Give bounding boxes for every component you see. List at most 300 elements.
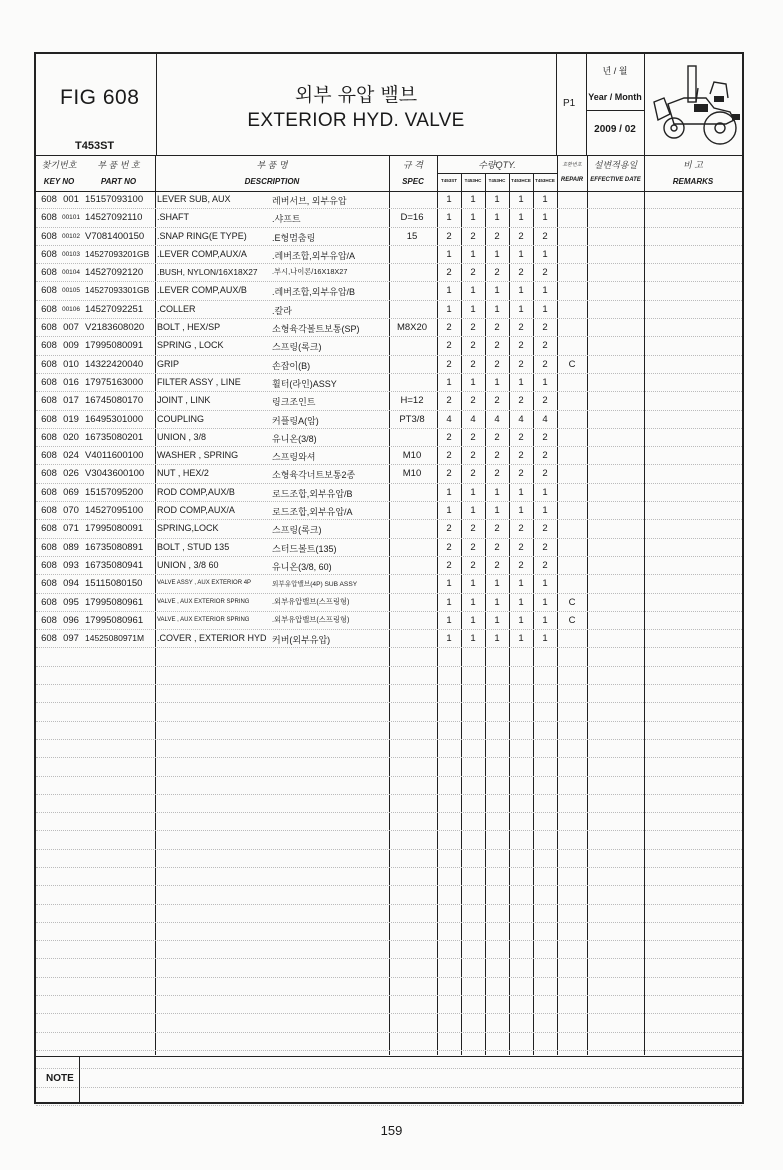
key-no-prefix: 608: [41, 578, 57, 590]
qty: 1: [470, 212, 476, 224]
description-korean: 링크조인트: [272, 397, 316, 408]
qty: 2: [542, 230, 548, 242]
qty: 1: [518, 486, 524, 498]
key-no: 097: [63, 633, 79, 645]
description: JOINT , LINK: [157, 395, 211, 406]
key-no: 070: [63, 505, 79, 517]
part-number: 17995080091: [85, 523, 144, 535]
qty: 1: [470, 633, 476, 645]
repair-header: REPAIR: [560, 177, 584, 183]
qty: 2: [470, 468, 476, 480]
empty-row: [36, 941, 742, 959]
qty: 2: [518, 541, 524, 553]
qty: 2: [542, 468, 548, 480]
description: VALVE ASSY , AUX EXTERIOR 4P: [157, 580, 252, 587]
qty: 2: [470, 431, 476, 443]
key-no: 020: [63, 431, 79, 443]
spec-header-korean: 규 격: [403, 160, 423, 170]
qty: 2: [494, 358, 500, 370]
page-code-box: [556, 54, 587, 155]
qty: 1: [494, 212, 500, 224]
qty: 1: [494, 376, 500, 388]
spec: M10: [402, 468, 422, 480]
qty: 1: [542, 505, 548, 517]
key-no: 009: [63, 340, 79, 352]
key-no-prefix: 608: [41, 285, 57, 297]
qty: 1: [494, 486, 500, 498]
key-no: 001: [63, 194, 79, 205]
qty-header-divider: [437, 173, 557, 174]
qty: 1: [518, 212, 524, 224]
parts-table-body: [36, 191, 742, 1106]
part-number: 16735080201: [85, 431, 144, 443]
description: SPRING,LOCK: [157, 523, 219, 534]
empty-row: [36, 703, 742, 721]
empty-row: [36, 978, 742, 996]
qty: 2: [470, 450, 476, 462]
qty: 2: [470, 230, 476, 242]
table-row: [36, 484, 742, 502]
table-row: [36, 630, 742, 648]
qty: 2: [542, 322, 548, 334]
description: LEVER SUB, AUX: [157, 194, 231, 204]
empty-row: [36, 722, 742, 740]
description: ROD COMP,AUX/B: [157, 486, 235, 497]
table-row: [36, 465, 742, 483]
note-box: [36, 1056, 742, 1103]
year-month-box: [586, 54, 645, 155]
qty: 1: [446, 633, 452, 645]
part-number: 14322420040: [85, 358, 144, 370]
qty: 1: [542, 248, 548, 260]
qty: 1: [494, 248, 500, 260]
figure-box: [36, 54, 157, 155]
description-korean: 스터드볼트(135): [272, 543, 337, 554]
description-korean: 로드조합,외부유압/A: [272, 507, 353, 518]
qty: 1: [518, 303, 524, 315]
description: .COLLER: [157, 303, 196, 314]
model-code: T453ST: [75, 140, 115, 152]
empty-row: [36, 850, 742, 868]
description: UNION , 3/8: [157, 431, 207, 442]
qty: 2: [518, 523, 524, 535]
key-no-prefix: 608: [41, 267, 57, 279]
empty-row: [36, 1014, 742, 1032]
spec: 15: [406, 230, 418, 242]
description-korean: 소형육각볼트보통(SP): [272, 324, 360, 335]
remarks-header: REMARKS: [672, 177, 714, 186]
key-no-prefix: 608: [41, 559, 57, 571]
qty: 2: [518, 267, 524, 279]
key-no-prefix: 608: [41, 450, 57, 462]
qty: 1: [494, 633, 500, 645]
repair-code: C: [568, 358, 576, 370]
key-no-prefix: 608: [41, 248, 57, 260]
qty: 1: [446, 285, 452, 297]
qty: 4: [494, 413, 500, 425]
qty: 2: [542, 431, 548, 443]
table-row: [36, 575, 742, 593]
qty: 2: [518, 450, 524, 462]
description: BOLT , HEX/SP: [157, 322, 221, 333]
qty: 2: [446, 523, 452, 535]
table-row: [36, 594, 742, 612]
qty: 2: [470, 523, 476, 535]
description-korean: .레버조합,외부유압/A: [272, 250, 356, 261]
description-korean: 스프링(록크): [272, 342, 322, 353]
part-number: 14527092110: [85, 212, 143, 224]
description: FILTER ASSY , LINE: [157, 376, 241, 387]
qty: 1: [446, 486, 452, 498]
tractor-illustration: [644, 58, 742, 152]
part-number: V3043600100: [85, 468, 145, 480]
qty: 2: [494, 559, 500, 571]
description-korean: 외부유압밸브(4P) SUB ASSY: [272, 581, 358, 589]
table-row: [36, 191, 742, 209]
empty-row: [36, 667, 742, 685]
qty: 2: [446, 431, 452, 443]
description: .SNAP RING(E TYPE): [157, 230, 247, 241]
qty: 1: [494, 596, 500, 608]
part-number: 14527093201GB: [85, 248, 150, 259]
description: WASHER , SPRING: [157, 450, 239, 461]
part-number: V4011600100: [85, 450, 144, 462]
qty: 1: [542, 633, 548, 645]
table-row: [36, 301, 742, 319]
description-korean: 스프링와셔: [272, 452, 316, 463]
qty: 1: [518, 578, 524, 590]
qty: 2: [518, 431, 524, 443]
qty: 2: [494, 450, 500, 462]
qty: 2: [494, 230, 500, 242]
description: .LEVER COMP,AUX/B: [157, 285, 247, 296]
empty-row: [36, 923, 742, 941]
page-number: 159: [380, 1123, 403, 1138]
qty: 1: [494, 194, 500, 205]
description: .BUSH, NYLON/16X18X27: [157, 267, 258, 278]
qty: 2: [542, 267, 548, 279]
table-row: [36, 282, 742, 300]
key-no-header: KEY NO: [43, 177, 75, 186]
issue-date: 2009 / 02: [594, 124, 636, 135]
description: UNION , 3/8 60: [157, 559, 219, 570]
qty: 2: [494, 468, 500, 480]
qty: 1: [542, 486, 548, 498]
description-korean: 스프링(록크): [272, 525, 322, 536]
key-no-prefix: 608: [41, 358, 57, 370]
key-no-prefix: 608: [41, 376, 57, 388]
part-no-header: PART NO: [100, 177, 137, 186]
key-no: 00105: [61, 287, 81, 295]
qty: 1: [446, 303, 452, 315]
qty: 2: [542, 559, 548, 571]
qty: 1: [446, 248, 452, 260]
qty: 2: [446, 322, 452, 334]
key-no-prefix: 608: [41, 303, 57, 315]
part-number: 16735080941: [85, 559, 144, 571]
qty: 1: [542, 194, 548, 205]
key-no-prefix: 608: [41, 468, 57, 480]
qty: 2: [518, 358, 524, 370]
description: VALVE , AUX EXTERIOR SPRING: [157, 616, 250, 623]
key-no-prefix: 608: [41, 541, 57, 553]
key-no-prefix: 608: [41, 340, 57, 352]
empty-row: [36, 959, 742, 977]
qty: 1: [446, 212, 452, 224]
note-label: NOTE: [46, 1073, 74, 1084]
key-no: 00104: [61, 269, 81, 277]
qty: 1: [446, 596, 452, 608]
description: BOLT , STUD 135: [157, 541, 230, 552]
description-korean: .외부유압밸브(스프링형): [272, 596, 350, 606]
table-row: [36, 392, 742, 410]
qty: 2: [446, 358, 452, 370]
qty: 2: [518, 322, 524, 334]
qty-sub-header: T453HC: [488, 178, 506, 183]
qty: 4: [542, 413, 548, 425]
description: .LEVER COMP,AUX/A: [157, 248, 247, 259]
key-no-prefix: 608: [41, 230, 57, 242]
year-month-english: Year / Month: [588, 92, 642, 102]
part-number: 15157093100: [85, 194, 144, 205]
qty: 2: [518, 468, 524, 480]
table-row: [36, 374, 742, 392]
qty: 2: [446, 395, 452, 407]
empty-row: [36, 868, 742, 886]
spec: D=16: [400, 212, 424, 224]
repair-code: C: [568, 614, 576, 626]
spec: M10: [402, 450, 422, 462]
qty: 1: [542, 376, 548, 388]
table-row: [36, 356, 742, 374]
key-no-prefix: 608: [41, 614, 57, 626]
key-no-prefix: 608: [41, 322, 57, 334]
qty: 2: [446, 267, 452, 279]
spec: H=12: [400, 395, 424, 407]
key-no: 00103: [61, 250, 81, 258]
qty: 1: [518, 194, 524, 205]
qty: 1: [470, 596, 476, 608]
qty: 1: [542, 596, 548, 608]
part-number: 17995080961: [85, 596, 144, 608]
key-no: 010: [63, 358, 79, 370]
qty: 2: [470, 322, 476, 334]
key-no-prefix: 608: [41, 395, 57, 407]
qty: 2: [470, 267, 476, 279]
qty: 1: [494, 505, 500, 517]
table-row: [36, 228, 742, 246]
qty: 1: [518, 248, 524, 260]
qty: 1: [470, 248, 476, 260]
qty: 1: [542, 212, 548, 224]
description: COUPLING: [157, 413, 205, 424]
qty: 1: [518, 285, 524, 297]
key-no-prefix: 608: [41, 413, 57, 425]
part-number: 15157095200: [85, 486, 144, 498]
parts-sheet: [34, 52, 744, 1104]
table-row: [36, 557, 742, 575]
qty: 2: [446, 559, 452, 571]
description: .SHAFT: [157, 212, 190, 223]
part-number: 14527095100: [85, 505, 144, 517]
table-row: [36, 337, 742, 355]
figure-number: FIG 608: [60, 86, 140, 109]
repair-header-korean: 호환번호: [562, 162, 582, 168]
qty: 2: [518, 559, 524, 571]
key-no-prefix: 608: [41, 523, 57, 535]
qty: 1: [518, 633, 524, 645]
spec: M8X20: [396, 322, 428, 334]
qty: 2: [542, 395, 548, 407]
key-no: 00102: [61, 232, 81, 240]
qty: 2: [542, 541, 548, 553]
effective-date-header: EFFECTIVE DATE: [590, 177, 641, 183]
table-row: [36, 520, 742, 538]
key-no-prefix: 608: [41, 431, 57, 443]
qty: 1: [470, 194, 476, 205]
qty: 2: [446, 541, 452, 553]
description: SPRING , LOCK: [157, 340, 224, 351]
part-number: 17995080091: [85, 340, 144, 352]
qty: 4: [470, 413, 476, 425]
qty: 1: [494, 614, 500, 626]
repair-code: C: [568, 596, 576, 608]
description-korean: 커플링A(암): [272, 415, 319, 426]
key-no: 093: [63, 559, 79, 571]
key-no: 089: [63, 541, 79, 553]
description-korean: 커버(외부유압): [272, 635, 331, 646]
qty-sub-header: T453HCE: [535, 178, 555, 183]
description: ROD COMP,AUX/A: [157, 505, 235, 516]
key-no-prefix: 608: [41, 505, 57, 517]
qty-sub-header: T453ST: [440, 178, 457, 183]
key-no-header-korean: 찾기번호: [41, 160, 77, 170]
qty: 2: [518, 230, 524, 242]
title-english: EXTERIOR HYD. VALVE: [247, 110, 465, 131]
empty-row: [36, 777, 742, 795]
part-number: 16495301000: [85, 413, 144, 425]
key-no-prefix: 608: [41, 596, 57, 608]
part-number: 14527092251: [85, 303, 144, 315]
part-number: 14527093301GB: [85, 285, 150, 296]
description: .COVER , EXTERIOR HYD: [157, 633, 267, 644]
key-no: 019: [63, 413, 79, 425]
qty: 1: [470, 303, 476, 315]
qty: 2: [494, 395, 500, 407]
description-korean: 레버서브, 외부유압: [272, 196, 347, 206]
qty-sub-header: T453HC: [464, 178, 482, 183]
description-korean: .외부유압밸브(스프링형): [272, 614, 350, 624]
part-number: 16735080891: [85, 541, 144, 553]
part-number: 17995080961: [85, 614, 144, 626]
qty: 2: [542, 358, 548, 370]
qty: 1: [494, 578, 500, 590]
description-korean: 소형육각너트보통2종: [272, 470, 356, 481]
qty: 2: [494, 340, 500, 352]
qty: 1: [470, 614, 476, 626]
description-korean: .샤프트: [272, 214, 301, 225]
qty: 1: [470, 578, 476, 590]
qty: 1: [494, 285, 500, 297]
part-number: V7081400150: [85, 230, 145, 242]
description-korean: .부시,나이론/16X18X27: [272, 267, 348, 277]
key-no-prefix: 608: [41, 194, 57, 205]
description-header-korean: 부 품 명: [256, 160, 288, 170]
key-no-prefix: 608: [41, 212, 57, 224]
qty: 1: [446, 376, 452, 388]
table-row: [36, 429, 742, 447]
part-number: 14525080971M: [85, 633, 145, 644]
key-no: 026: [63, 468, 79, 480]
table-row: [36, 246, 742, 264]
qty: 2: [542, 340, 548, 352]
qty: 2: [494, 267, 500, 279]
qty: 2: [518, 395, 524, 407]
key-no: 007: [63, 322, 79, 334]
part-no-header-korean: 부 품 번 호: [97, 160, 140, 170]
description-korean: 로드조합,외부유압/B: [272, 488, 353, 499]
qty: 2: [470, 358, 476, 370]
qty-sub-header: T453HCE: [511, 178, 531, 183]
key-no: 024: [63, 450, 79, 462]
year-month-korean: 년 / 월: [602, 66, 628, 76]
description-korean: 유니온(3/8, 60): [272, 561, 332, 572]
spec: PT3/8: [399, 413, 425, 425]
description-korean: 휠터(라인)ASSY: [272, 378, 337, 389]
qty: 2: [494, 541, 500, 553]
description-korean: 손잡이(B): [272, 360, 311, 371]
qty: 1: [518, 505, 524, 517]
qty: 2: [446, 450, 452, 462]
qty: 1: [542, 285, 548, 297]
qty-header: 수량QTY.: [478, 160, 516, 170]
empty-row: [36, 648, 742, 666]
key-no: 00106: [61, 305, 81, 313]
qty: 2: [494, 322, 500, 334]
remarks-header-korean: 비 고: [683, 160, 703, 170]
qty: 2: [518, 340, 524, 352]
title-box: [156, 54, 557, 155]
part-number: 16745080170: [85, 395, 144, 407]
key-no-prefix: 608: [41, 633, 57, 645]
description: GRIP: [157, 358, 180, 369]
table-row: [36, 319, 742, 337]
qty: 2: [470, 559, 476, 571]
qty: 1: [446, 194, 452, 205]
empty-row: [36, 905, 742, 923]
key-no: 069: [63, 486, 79, 498]
empty-row: [36, 831, 742, 849]
qty: 4: [446, 413, 452, 425]
spec-header: SPEC: [402, 177, 424, 186]
qty: 1: [542, 578, 548, 590]
qty: 1: [542, 303, 548, 315]
key-no: 016: [63, 376, 79, 388]
sheet-header: [36, 54, 742, 156]
description-korean: .레버조합,외부유압/B: [272, 287, 356, 298]
qty: 2: [542, 523, 548, 535]
empty-row: [36, 886, 742, 904]
empty-row: [36, 758, 742, 776]
title-korean: 외부 유압 밸브: [294, 84, 418, 106]
qty: 2: [494, 523, 500, 535]
description: NUT , HEX/2: [157, 468, 209, 479]
key-no: 017: [63, 395, 79, 407]
qty: 2: [446, 230, 452, 242]
qty: 1: [518, 376, 524, 388]
part-number: 17975163000: [85, 376, 144, 388]
part-number: 15115080150: [85, 578, 143, 590]
